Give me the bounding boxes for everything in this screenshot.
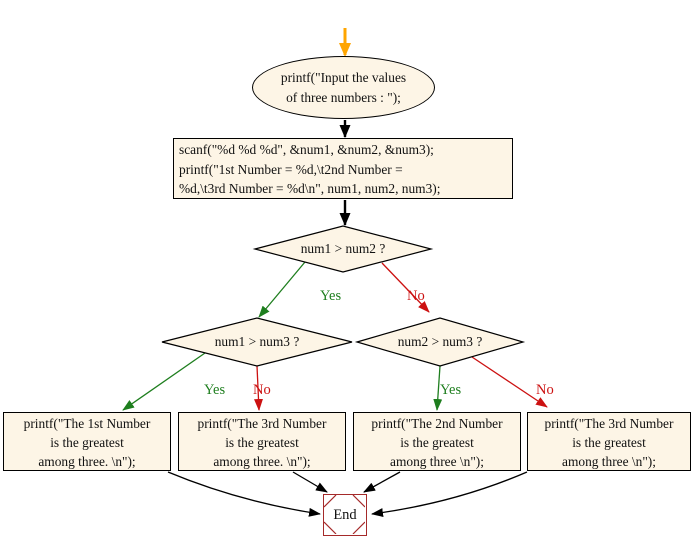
result-box-3rd-greatest-left <box>178 412 346 471</box>
result4-line1: printf("The 3rd Number <box>544 416 674 431</box>
edge-result4-to-end <box>372 472 527 514</box>
edge-label-yes-3: Yes <box>440 382 462 398</box>
result2-line2: is the greatest <box>225 435 299 450</box>
edge-label-no-3: No <box>536 382 554 398</box>
decision1-label: num1 > num2 ? <box>300 241 386 256</box>
result3-line3: among three \n"); <box>390 454 484 469</box>
edge-result2-to-end <box>293 472 327 492</box>
input-process-box <box>173 138 513 199</box>
end-label: End <box>333 506 357 523</box>
result2-line1: printf("The 3rd Number <box>197 416 327 431</box>
edge-result3-to-end <box>364 472 400 492</box>
result4-line2: is the greatest <box>572 435 646 450</box>
edge-decision1-yes <box>259 262 305 317</box>
result-box-1st-greatest <box>3 412 171 471</box>
result-box-2nd-greatest <box>353 412 521 471</box>
edge-result1-to-end <box>168 472 320 514</box>
decision3-label: num2 > num3 ? <box>397 334 483 349</box>
result1-line2: is the greatest <box>50 435 124 450</box>
process-text-line1: scanf("%d %d %d", &num1, &num2, &num3); <box>179 142 434 157</box>
edge-label-no-2: No <box>253 382 271 398</box>
result3-line1: printf("The 2nd Number <box>371 416 503 431</box>
result4-line3: among three \n"); <box>562 454 656 469</box>
result1-line3: among three. \n"); <box>38 454 136 469</box>
result-box-3rd-greatest-right <box>527 412 691 471</box>
edge-label-yes-1: Yes <box>320 288 342 304</box>
end-terminal <box>323 494 367 536</box>
result3-line2: is the greatest <box>400 435 474 450</box>
edge-decision2-yes <box>123 353 205 410</box>
edge-label-no-1: No <box>407 288 425 304</box>
process-text-line2: printf("1st Number = %d,\t2nd Number = <box>179 161 403 177</box>
start-text-line2: of three numbers : "); <box>286 90 401 105</box>
decision2-label: num1 > num3 ? <box>214 334 300 349</box>
result2-line3: among three. \n"); <box>213 454 311 469</box>
edge-label-yes-2: Yes <box>204 382 226 398</box>
start-text-line1: printf("Input the values <box>280 70 407 85</box>
process-text-line3: %d,\t3rd Number = %d\n", num1, num2, num3); <box>179 181 441 196</box>
result1-line1: printf("The 1st Number <box>23 416 151 431</box>
start-terminal <box>252 56 435 119</box>
